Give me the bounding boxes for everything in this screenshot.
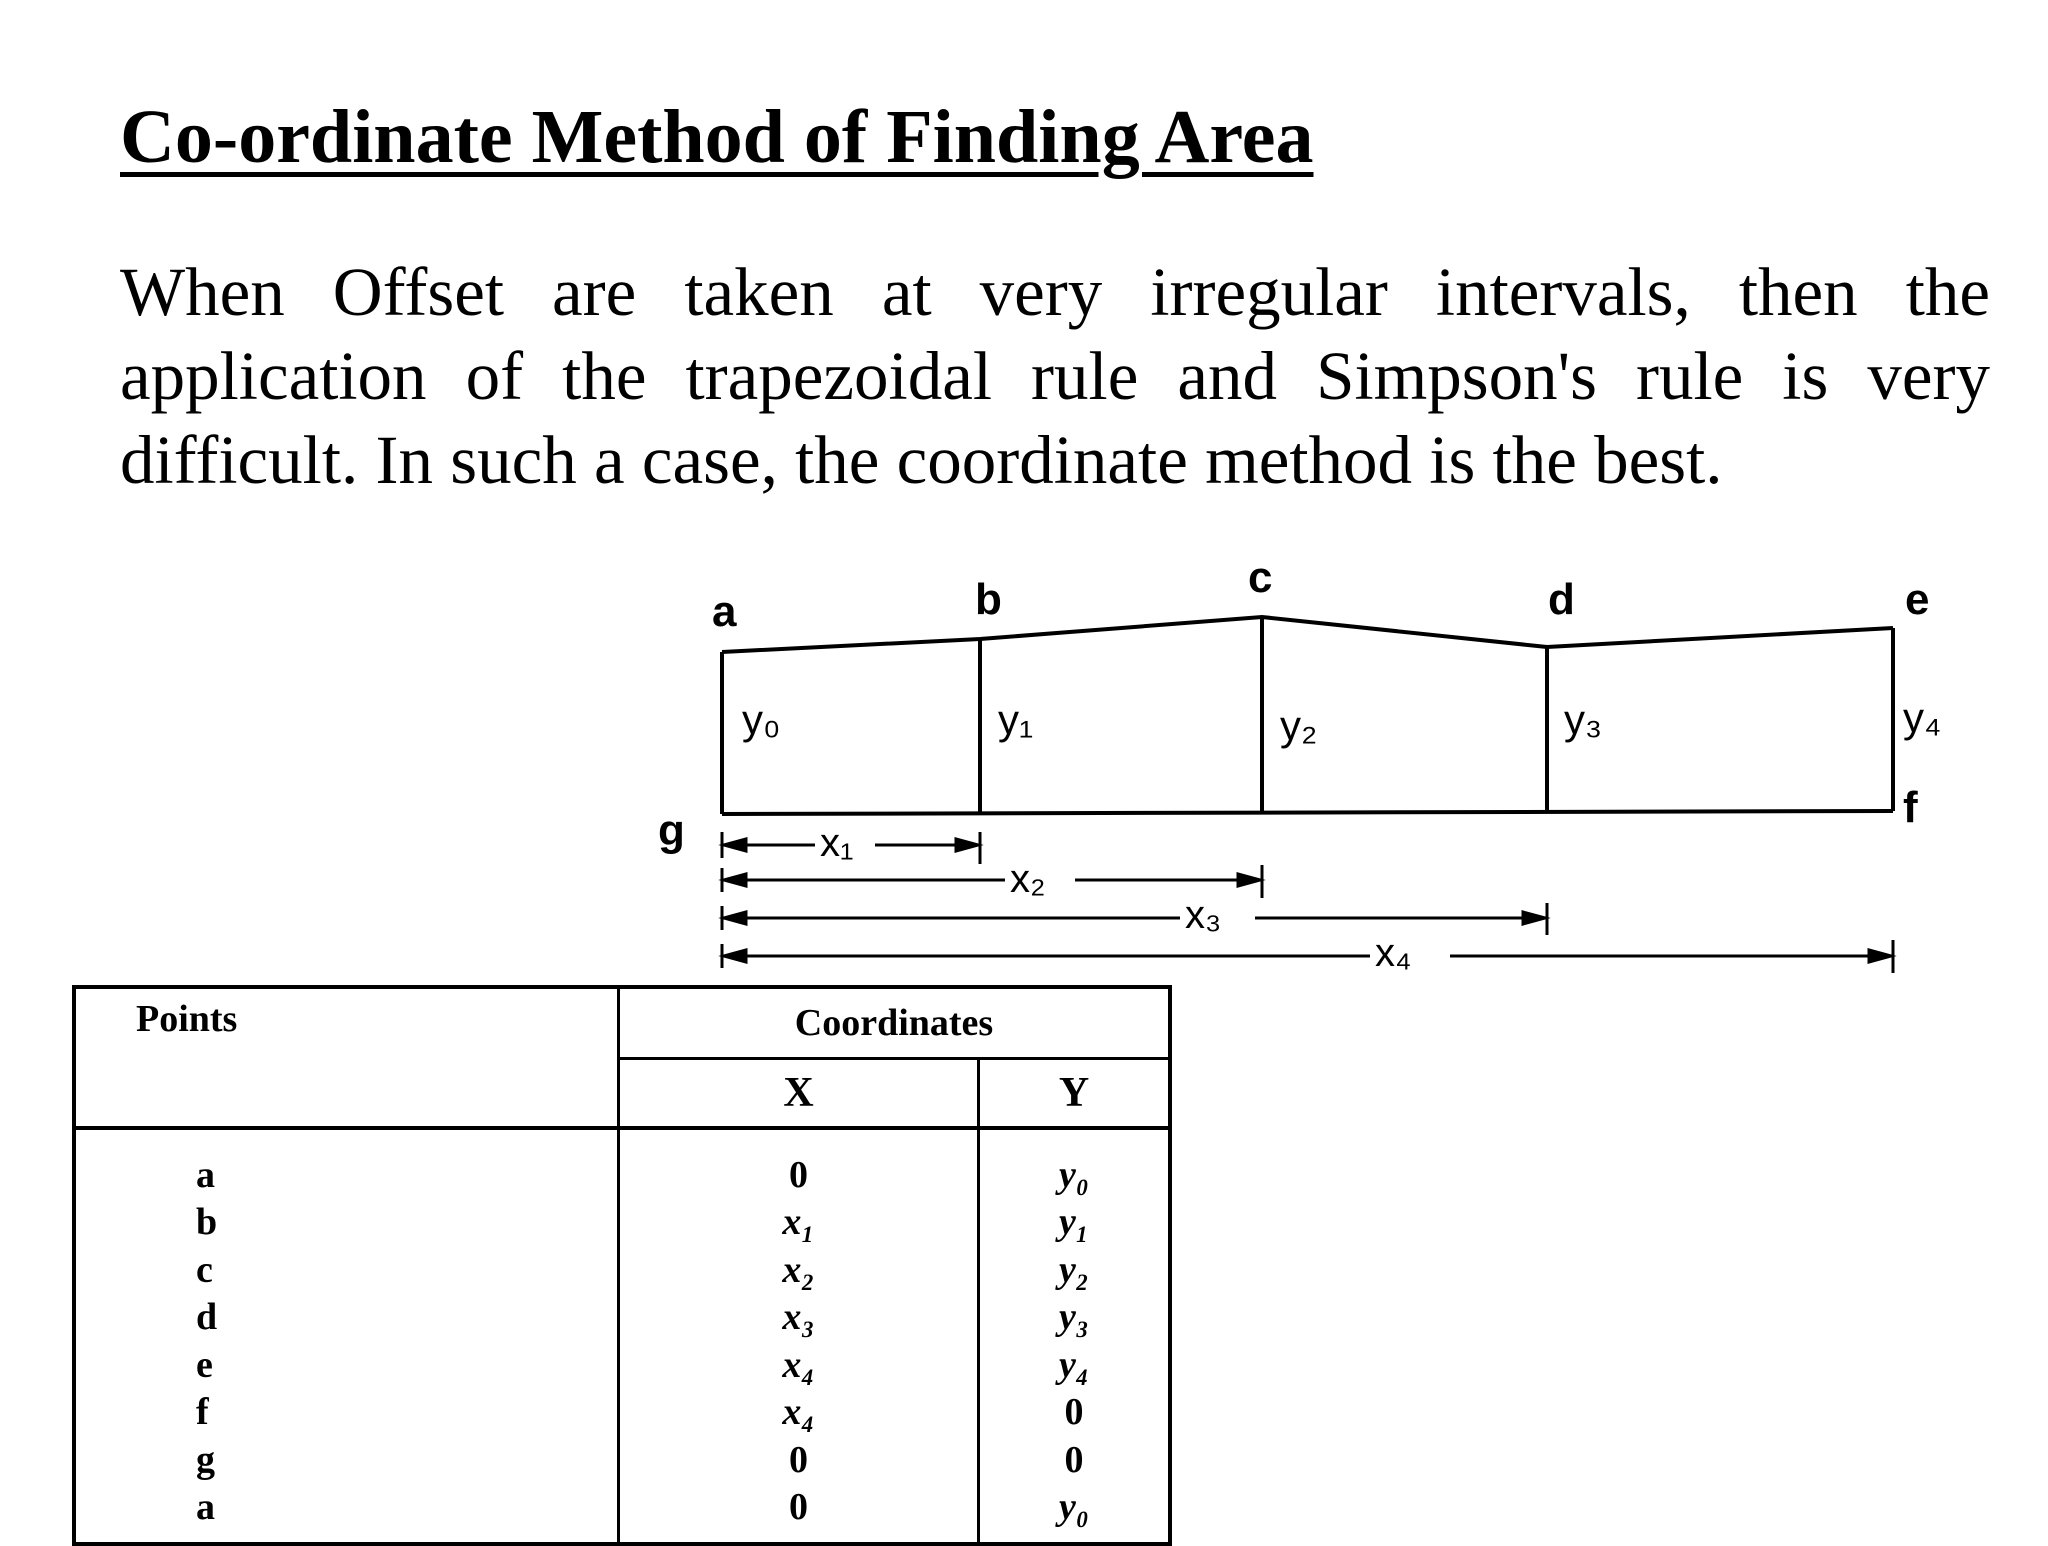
- point-cell: d: [196, 1296, 218, 1338]
- x-cell: x₁: [782, 1201, 815, 1243]
- point-label-d: d: [1548, 575, 1575, 624]
- base-line: [722, 811, 1893, 814]
- offset-label-4: y₄: [1903, 694, 1942, 741]
- distance-label-1: x₂: [1010, 857, 1046, 901]
- points-header: Points: [74, 987, 619, 1058]
- point-cell: a: [196, 1486, 215, 1528]
- page-title: Co-ordinate Method of Finding Area: [120, 95, 1314, 179]
- boundary-line: [722, 617, 1893, 652]
- point-label-c: c: [1248, 560, 1273, 602]
- x-column: [619, 1128, 979, 1544]
- y-cell: y₁: [1058, 1201, 1090, 1243]
- point-cell: e: [196, 1343, 213, 1386]
- y-column: [979, 1128, 1171, 1544]
- offset-label-3: y₃: [1564, 696, 1603, 743]
- point-cell: g: [196, 1438, 215, 1481]
- coordinates-header: Coordinates: [619, 987, 1171, 1058]
- point-label-f: f: [1903, 783, 1918, 832]
- y-header: Y: [979, 1058, 1171, 1128]
- point-label-e: e: [1905, 575, 1930, 624]
- offset-label-1: y₁: [998, 696, 1034, 743]
- offsets-diagram: [0, 560, 2048, 980]
- distance-label-3: x₄: [1375, 931, 1412, 975]
- points-column: [74, 1128, 619, 1544]
- x-cell: x₂: [782, 1248, 815, 1291]
- point-cell: b: [196, 1201, 218, 1243]
- y-cell: y₄: [1058, 1343, 1090, 1386]
- point-cell: a: [196, 1153, 215, 1196]
- y-cell: 0: [1064, 1391, 1084, 1433]
- point-label-b: b: [975, 575, 1002, 624]
- point-cell: c: [196, 1248, 213, 1291]
- x-cell: x₄: [782, 1391, 815, 1433]
- coordinates-table: [72, 985, 1172, 1546]
- intro-paragraph: When Offset are taken at very irregular intervals, then the application of the trapezoidal rule and Simpson's rule is very difficult. In such a case, the coordinate method is the best.: [120, 254, 1990, 498]
- x-header: X: [619, 1058, 979, 1128]
- x-cell: 0: [789, 1438, 808, 1481]
- offset-label-0: y₀: [742, 696, 781, 743]
- y-cell: 0: [1064, 1438, 1084, 1481]
- offset-label-2: y₂: [1280, 702, 1318, 749]
- x-cell: x₄: [782, 1343, 815, 1386]
- point-cell: f: [196, 1391, 209, 1433]
- distance-label-2: x₃: [1185, 893, 1222, 937]
- point-label-a: a: [712, 587, 737, 636]
- y-cell: y₀: [1058, 1153, 1090, 1196]
- point-label-g: g: [658, 806, 685, 855]
- x-cell: 0: [789, 1486, 808, 1528]
- y-cell: y₂: [1058, 1248, 1090, 1291]
- points-header-blank: [74, 1058, 619, 1128]
- x-cell: x₃: [782, 1296, 815, 1338]
- y-cell: y₀: [1058, 1486, 1090, 1528]
- x-cell: 0: [789, 1153, 808, 1196]
- distance-label-0: x₁: [820, 821, 854, 865]
- dimension-lines: [722, 832, 1893, 973]
- y-cell: y₃: [1058, 1296, 1090, 1338]
